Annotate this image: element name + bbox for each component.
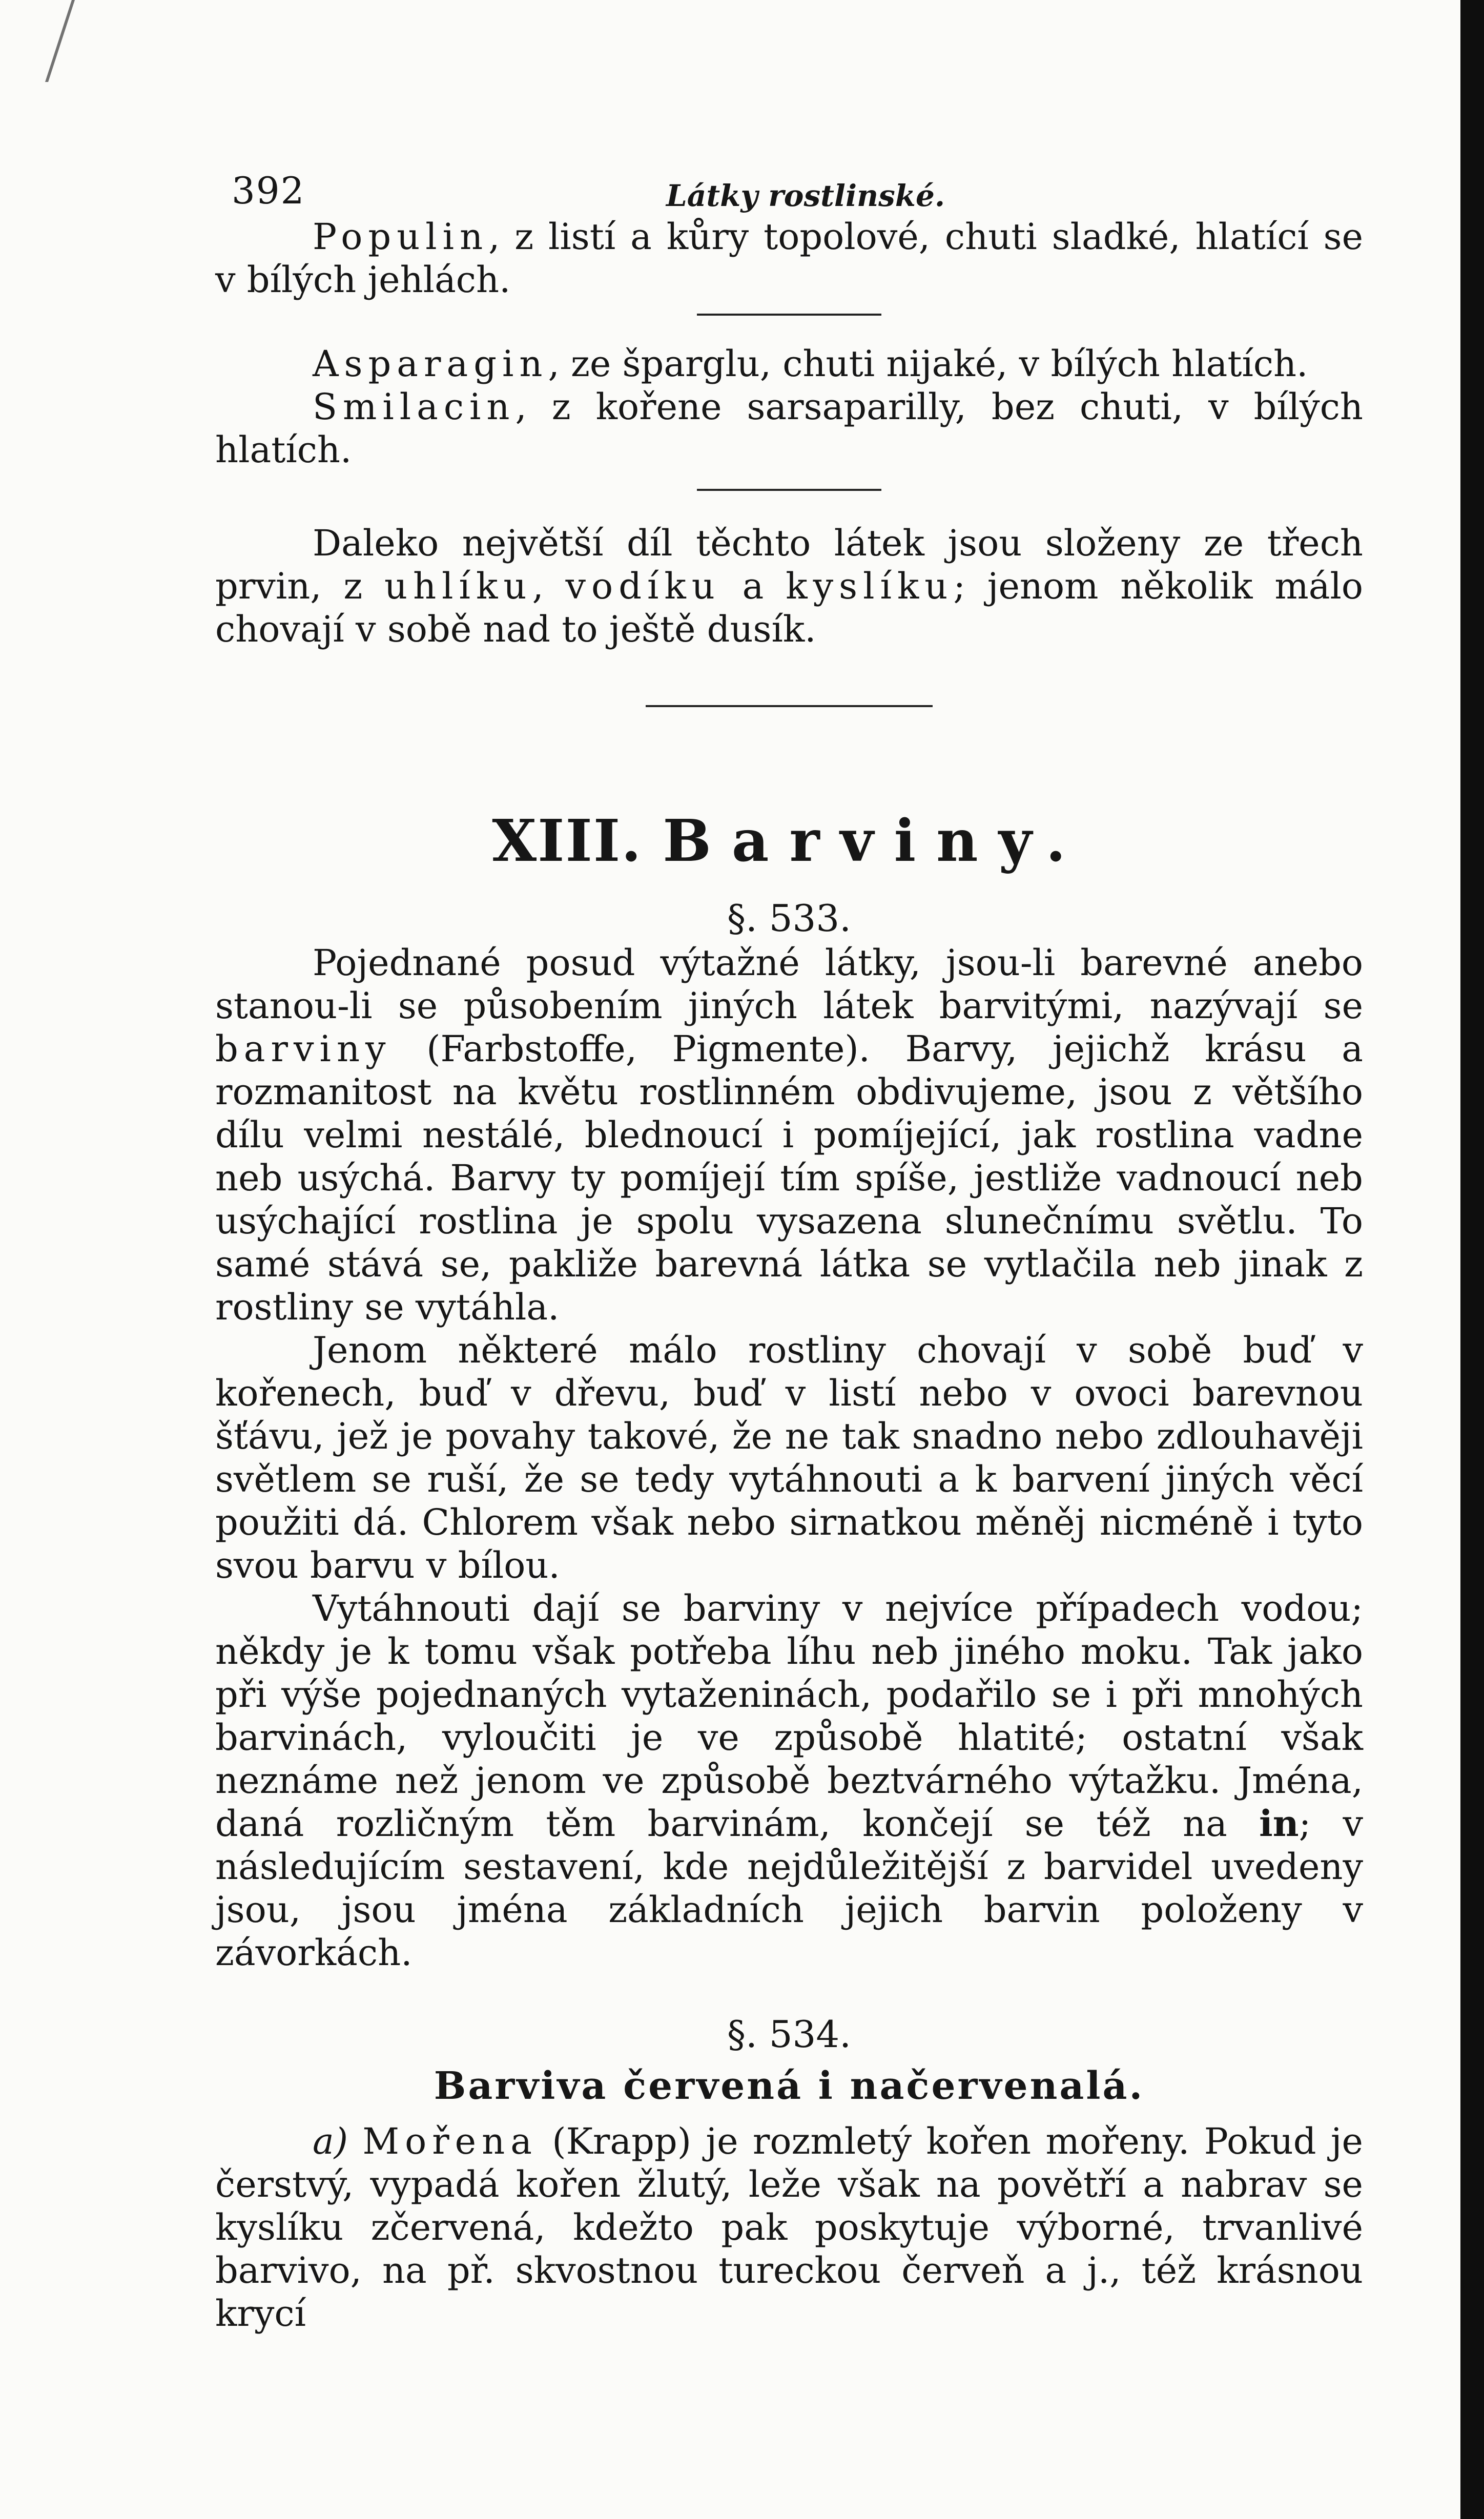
compound-description: , z kořene sarsaparilly, bez chuti, v bílých hlatích.	[215, 386, 1363, 471]
element-name: vodíku	[565, 565, 720, 607]
paragraph	[215, 941, 1363, 1329]
chapter-title: Barviny.	[663, 808, 1086, 875]
compound-description: , ze šparglu, chuti nijaké, v bílých hlatích.	[548, 343, 1308, 385]
section-heading: Barviva červená i načervenalá.	[434, 2064, 1145, 2108]
book-page	[215, 154, 1363, 2335]
text-run: a	[720, 565, 786, 607]
populin-entry	[215, 215, 1363, 301]
text-run: ; jenom několik málo chovají v sobě nad to ještě dusík.	[215, 565, 1363, 650]
element-name: kyslíku	[786, 565, 954, 607]
text-run: Daleko největší díl těchto látek jsou složeny ze třech prvin, z	[215, 522, 1363, 607]
text-run: ; v následujícím sestavení, kde nejdůležitější z barvidel uvedeny jsou, jsou jména základních jejich barvin položeny v závorkách.	[215, 1803, 1363, 1974]
element-name: uhlíku	[384, 565, 532, 607]
suffix-term: in	[1259, 1802, 1299, 1845]
item-text: (Krapp) je rozmletý kořen mořeny. Pokud je čerstvý, vypadá kořen žlutý, leže však na povětří a nabrav se kyslíku zčervená, kdežto pak poskytuje výborné, trvanlivé barvivo, na př. skvostnou tureckou červeň a j., též krásnou krycí	[215, 2120, 1363, 2335]
compound-name: Populin	[313, 216, 489, 258]
text-run: (Farbstoffe, Pigmente). Barvy, jejichž krásu a rozmanitost na květu rostlinném obdivujeme, jsou z většího dílu velmi nestálé, blednoucí i pomíjející, jak rostlina vadne neb usýchá. Barvy ty pomíjejí tím spíše, jestliže vadnoucí neb usýchající rostlina je spolu vysazena slunečnímu světlu. To samé stává se, pakliže barevná látka se vytlačila neb jinak z rostliny se vytáhla.	[215, 1028, 1363, 1328]
running-title: Látky rostlinské.	[666, 178, 945, 213]
page-number: 392	[232, 169, 305, 212]
compound-name: Smilacin	[313, 386, 516, 428]
compound-description: , z listí a kůry topolové, chuti sladké, hlatící se v bílých jehlách.	[215, 216, 1363, 301]
text-run: Pojednané posud výtažné látky, jsou-li barevné anebo stanou-li se působením jiných látek barvitými, nazývají se	[215, 942, 1363, 1027]
scan-page-edge	[1460, 0, 1484, 2519]
section-label-534: §. 534.	[727, 2013, 852, 2056]
chapter-heading	[215, 808, 1363, 875]
scan-corner-mark	[0, 0, 75, 82]
text-run: Vytáhnouti dají se barviny v nejvíce případech vodou; někdy je k tomu však potřeba líhu neb jiného moku. Tak jako při výše pojednaných vytaženinách, podařilo se i při mnohých barvinách, vyloučiti je ve způsobě hlatité; ostatní však neznáme než jenom ve způsobě beztvárného výtažku. Jména, daná rozličným těm barvinám, končejí se též na	[215, 1587, 1363, 1845]
item-marker: a)	[313, 2120, 348, 2162]
list-item	[215, 2120, 1363, 2335]
summary-paragraph	[215, 522, 1363, 651]
separator-rule	[697, 314, 881, 316]
smilacin-entry	[215, 385, 1363, 471]
chapter-number: XIII.	[492, 808, 643, 875]
item-term: Mořena	[362, 2120, 538, 2162]
paragraph	[215, 1587, 1363, 1974]
asparagin-entry	[215, 342, 1363, 385]
paragraph: Jenom některé málo rostliny chovají v sobě buď v kořenech, buď v dřevu, buď v listí nebo v ovoci barevnou šťávu, jež je povahy takové, že ne tak snadno nebo zdlouhavěji světlem se ruší, že se tedy vytáhnouti a k barvení jiných věcí použiti dá. Chlorem však nebo sirnatkou měněj nicméně i tyto svou barvu v bílou.	[215, 1329, 1363, 1586]
section-label-533: §. 533.	[727, 897, 852, 940]
running-head	[215, 154, 1363, 215]
text-run: ,	[532, 565, 566, 607]
compound-name: Asparagin	[313, 343, 548, 385]
separator-rule	[697, 489, 881, 491]
chapter-separator-rule	[646, 705, 933, 707]
defined-term: barviny	[215, 1028, 391, 1070]
